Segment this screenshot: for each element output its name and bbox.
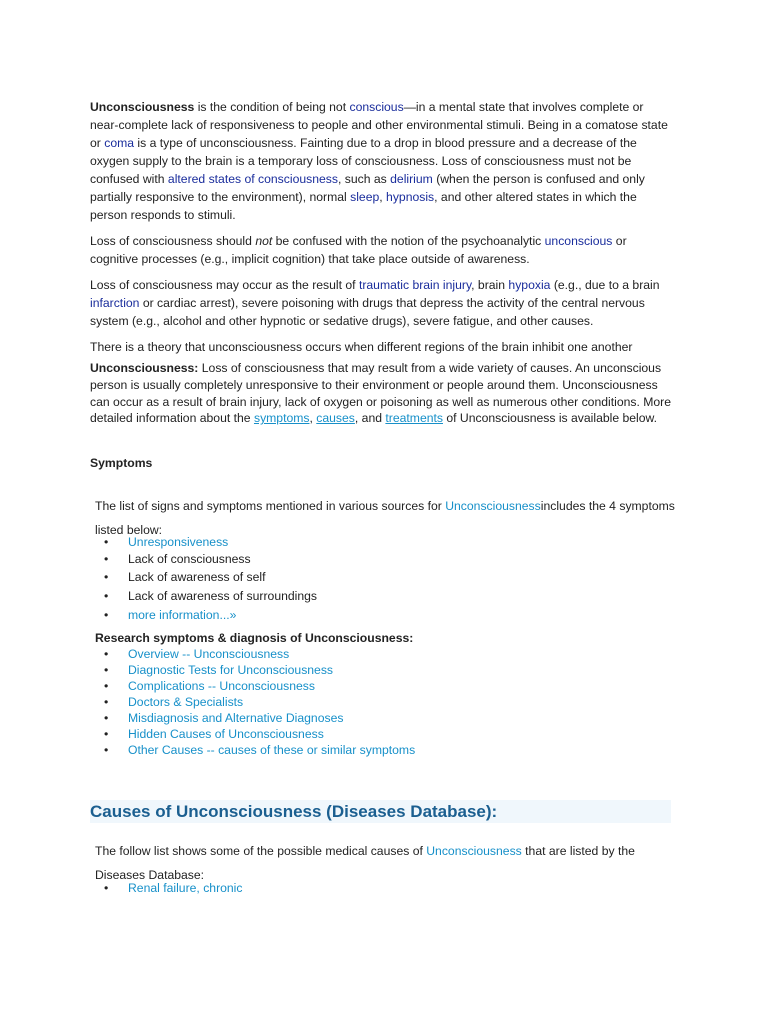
symptoms-intro: The list of signs and symptoms mentioned in various sources for Unconsciousnessincludes the 4 symptoms listed below:: [95, 499, 675, 537]
link-hypoxia[interactable]: hypoxia: [508, 278, 551, 292]
list-item: [95, 694, 415, 710]
link-renal-failure-chronic[interactable]: Renal failure, chronic: [128, 881, 243, 895]
symptom-list: [95, 534, 317, 625]
link-unconsciousness-symptoms[interactable]: Unconsciousness: [445, 499, 541, 513]
link-traumatic-brain-injury[interactable]: traumatic brain injury: [358, 278, 472, 292]
theory-paragraph: There is a theory that unconsciousness occurs when different regions of the brain inhibit one another: [90, 340, 633, 354]
symptoms-heading: Symptoms: [90, 456, 153, 470]
definition-paragraph: Unconsciousness: Loss of consciousness that may result from a wide variety of causes. An unconscious person is usually completely unresponsive to their environment or people around them. Unconsciousness can occur as a result of brain injury, lack of oxygen or poisoning as well as numerous other conditions. More detailed information about the symptoms, causes, and treatments of Unconsciousness is available below.: [90, 361, 672, 426]
link-unconscious[interactable]: unconscious: [544, 234, 613, 248]
list-item: • Lack of consciousness: [95, 551, 317, 569]
link-hypnosis[interactable]: hypnosis: [386, 190, 435, 204]
link-other-causes[interactable]: Other Causes -- causes of these or similar symptoms: [128, 743, 416, 757]
list-item: [95, 880, 242, 897]
list-item: [95, 742, 415, 758]
list-item: • Lack of awareness of surroundings: [95, 588, 317, 607]
link-symptoms[interactable]: symptoms: [253, 411, 310, 426]
research-heading: Research symptoms & diagnosis of Unconsciousness:: [95, 631, 414, 645]
intro-paragraph: Unconsciousness is the condition of being not conscious—in a mental state that involves complete or near-complete lack of responsiveness to people and other environmental stimuli. Being in a comatose state or coma is a type of unconsciousness. Fainting due to a drop in blood pressure and a decrease of the oxygen supply to the brain is a temporary loss of consciousness. Loss of consciousness must not be confused with altered states of consciousness, such as delirium (when the person is confused and only partially responsive to the environment), normal sleep, hypnosis, and other altered states in which the person responds to stimuli.: [90, 100, 668, 222]
link-delirium[interactable]: delirium: [390, 172, 433, 186]
term-unconsciousness: Unconsciousness: [90, 100, 195, 114]
link-diagnostic-tests[interactable]: Diagnostic Tests for Unconsciousness: [128, 663, 334, 677]
link-altered-states[interactable]: altered states of consciousness: [167, 172, 338, 186]
list-item: [95, 646, 415, 662]
causes-paragraph: Loss of consciousness may occur as the result of traumatic brain injury, brain hypoxia (e.g., due to a brain infarction or cardiac arrest), severe poisoning with drugs that depress the activity of the central nervous system (e.g., alcohol and other hypnotic or sedative drugs), severe fatigue, and other causes.: [90, 278, 660, 328]
link-doctors-specialists[interactable]: Doctors & Specialists: [128, 695, 244, 709]
link-infarction[interactable]: infarction: [90, 296, 140, 310]
list-item: [95, 607, 317, 625]
list-item: [95, 710, 415, 726]
link-conscious[interactable]: conscious: [349, 100, 404, 114]
psychoanalytic-paragraph: Loss of consciousness should not be confused with the notion of the psychoanalytic unconscious or cognitive processes (e.g., implicit cognition) that take place outside of awareness.: [90, 234, 627, 266]
link-unresponsiveness[interactable]: Unresponsiveness: [128, 535, 229, 549]
link-causes[interactable]: causes: [316, 411, 355, 426]
list-item: [95, 678, 415, 694]
causes-intro: The follow list shows some of the possible medical causes of Unconsciousness that are listed by the Diseases Database:: [95, 844, 635, 882]
list-item: [95, 534, 317, 551]
research-list: [95, 646, 415, 758]
link-coma[interactable]: coma: [104, 136, 135, 150]
link-sleep[interactable]: sleep: [350, 190, 380, 204]
link-unconsciousness-causes[interactable]: Unconsciousness: [426, 844, 522, 858]
link-overview[interactable]: Overview -- Unconsciousness: [128, 647, 290, 661]
list-item: [95, 662, 415, 678]
link-misdiagnosis[interactable]: Misdiagnosis and Alternative Diagnoses: [128, 711, 344, 725]
link-treatments[interactable]: treatments: [385, 411, 443, 426]
link-complications[interactable]: Complications -- Unconsciousness: [128, 679, 315, 693]
list-item: [95, 726, 415, 742]
causes-list: [95, 880, 242, 897]
causes-section-heading: Causes of Unconsciousness (Diseases Database):: [90, 800, 671, 823]
link-hidden-causes[interactable]: Hidden Causes of Unconsciousness: [128, 727, 324, 741]
link-more-information[interactable]: more information...»: [128, 608, 237, 622]
list-item: • Lack of awareness of self: [95, 569, 317, 588]
